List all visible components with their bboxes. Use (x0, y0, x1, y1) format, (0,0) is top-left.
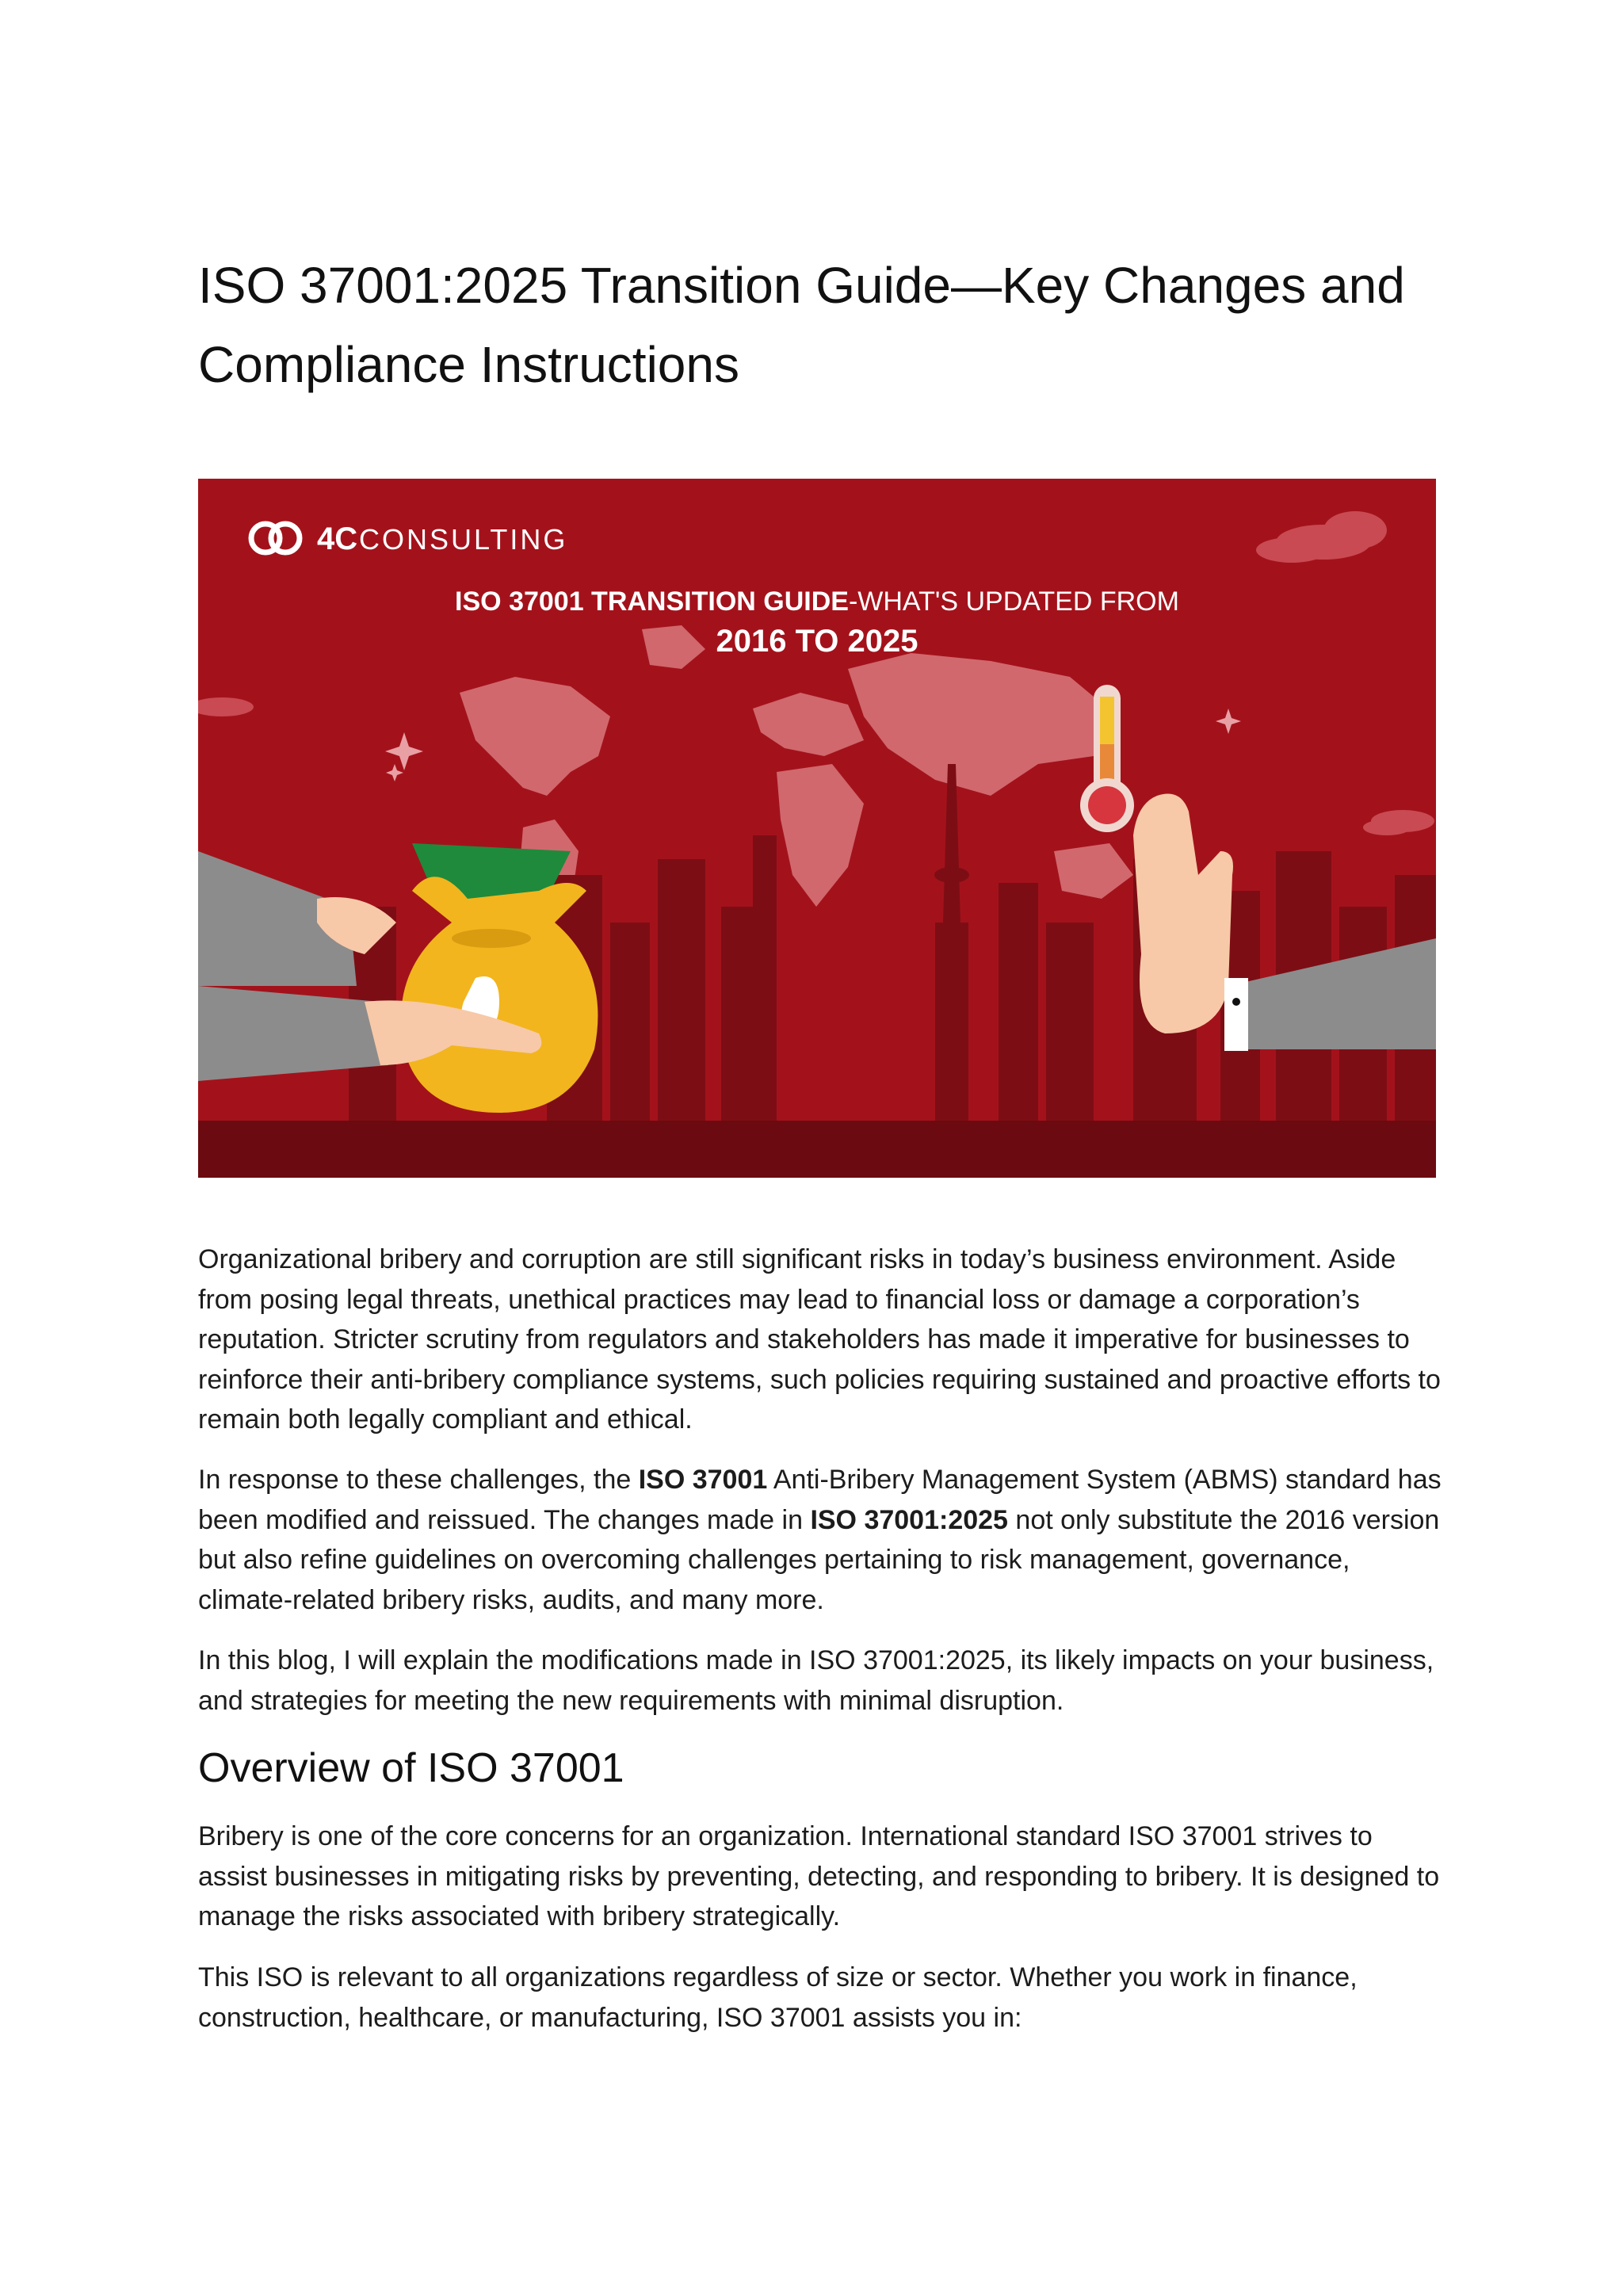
p2-text-a: In response to these challenges, the (198, 1465, 639, 1495)
section-heading-overview: Overview of ISO 37001 (198, 1745, 624, 1791)
page-title (198, 246, 1434, 404)
paragraph-4: Bribery is one of the core concerns for an organization. International standard ISO 37001 strives to assist businesses in mitigating risks by preventing, detecting, and responding to bribery. It is designed to manage the risks associated with bribery strategically. (198, 1821, 1440, 1931)
hero-headline-regular: -WHAT'S UPDATED FROM (848, 586, 1179, 617)
paragraph-5: This ISO is relevant to all organizations regardless of size or sector. Whether you work in finance, construction, healthcare, or manufacturing, ISO 37001 assists you in: (198, 1962, 1358, 2033)
hero-headline-line-1 (455, 586, 1179, 617)
title-line-1: ISO 37001:2025 Transition Guide—Key Changes and (198, 257, 1405, 314)
paragraph-2 (198, 1460, 1442, 1620)
p2-bold-iso-2025: ISO 37001:2025 (810, 1504, 1008, 1535)
brand-text: CONSULTING (359, 523, 568, 556)
paragraph-1: Organizational bribery and corruption are still significant risks in today’s business environment. Aside from posing legal threats, unethical practices may lead to financial loss or damage a corporation’s reputation. Stricter scrutiny from regulators and stakeholders has made it imperative for businesses to reinforce their anti-bribery compliance systems, such policies requiring sustained and proactive efforts to remain both legally compliant and ethical. (198, 1244, 1441, 1435)
p2-bold-iso: ISO 37001 (638, 1465, 768, 1495)
hero-headline-bold: ISO 37001 TRANSITION GUIDE (455, 586, 849, 617)
p2-text-e: not only substitute the 2016 version but also refine guidelines on overcoming challenges pertaining to risk management, governance, climate-related bribery risks, audits, and many more. (198, 1504, 1440, 1615)
paragraph-3: In this blog, I will explain the modifications made in ISO 37001:2025, its likely impacts on your business, and strategies for meeting the new requirements with minimal disruption. (198, 1645, 1434, 1716)
hero-headline-line-2: 2016 TO 2025 (716, 624, 918, 659)
brand-mark: 4C (317, 521, 358, 556)
title-line-2: Compliance Instructions (198, 336, 739, 393)
hero-image (198, 479, 1436, 1178)
p2-text-c: Anti-Bribery Management System (ABMS) standard has been modified and reissued. The changes made in (198, 1465, 1442, 1535)
